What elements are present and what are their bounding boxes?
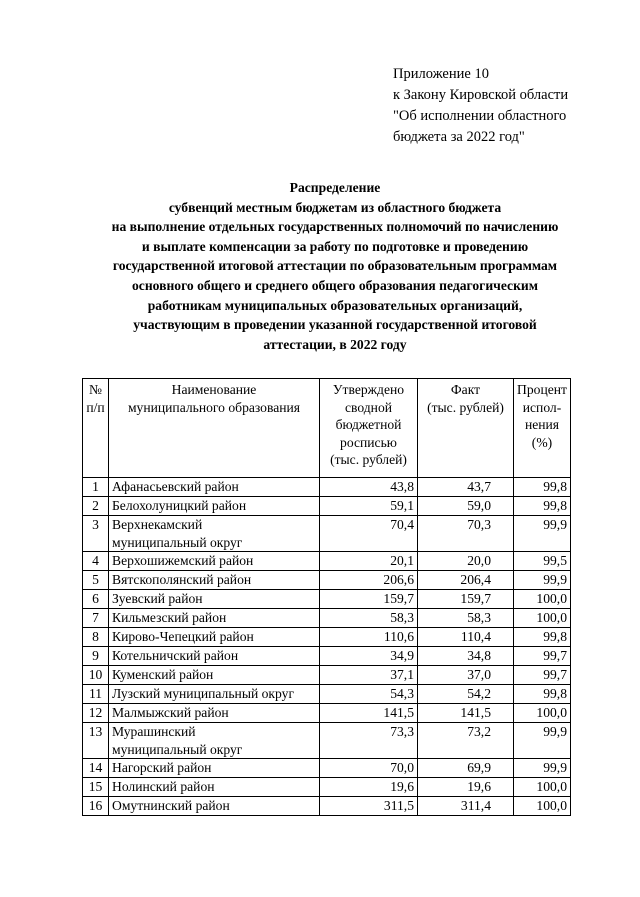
municipality-name-line: муниципальный округ	[112, 741, 243, 757]
fact-amount-cell: 54,2	[418, 685, 514, 704]
municipality-name-cell	[109, 704, 320, 723]
row-number-cell: 3	[83, 516, 109, 552]
municipality-name-line: Кильмезский район	[112, 610, 227, 625]
municipality-name-cell	[109, 723, 320, 759]
municipality-name-line: Омутнинский район	[112, 798, 230, 813]
approved-amount-cell: 110,6	[320, 628, 418, 647]
appendix-line: бюджета за 2022 год"	[393, 129, 525, 145]
title-line: Распределение	[289, 180, 381, 195]
row-number-cell: 15	[83, 778, 109, 797]
table-row	[83, 590, 571, 609]
row-number-cell: 13	[83, 723, 109, 759]
execution-percent-cell: 99,9	[514, 759, 571, 778]
approved-amount-cell: 58,3	[320, 609, 418, 628]
appendix-line: "Об исполнении областного	[393, 108, 567, 124]
approved-amount-cell: 20,1	[320, 552, 418, 571]
table-row	[83, 552, 571, 571]
table-row	[83, 685, 571, 704]
title-line: работникам муниципальных образовательных организаций,	[147, 297, 523, 313]
municipality-name-cell	[109, 590, 320, 609]
execution-percent-cell: 100,0	[514, 778, 571, 797]
approved-amount-cell: 70,4	[320, 516, 418, 552]
municipality-name-line: Куменский район	[112, 667, 214, 682]
fact-amount-cell: 69,9	[418, 759, 514, 778]
table-body	[83, 478, 571, 816]
execution-percent-cell: 99,8	[514, 478, 571, 497]
fact-amount-cell: 70,3	[418, 516, 514, 552]
municipality-name-cell	[109, 552, 320, 571]
row-number-cell: 14	[83, 759, 109, 778]
municipality-name-line: Афанасьевский район	[112, 479, 239, 494]
municipality-name-cell	[109, 647, 320, 666]
municipality-name-line: Нолинский район	[112, 779, 215, 794]
municipality-name-line: Кирово-Чепецкий район	[112, 629, 254, 644]
row-number-cell: 2	[83, 497, 109, 516]
fact-amount-cell: 206,4	[418, 571, 514, 590]
execution-percent-cell: 99,9	[514, 516, 571, 552]
execution-percent-cell: 99,5	[514, 552, 571, 571]
appendix-note	[393, 64, 613, 148]
row-number-cell: 5	[83, 571, 109, 590]
title-line: государственной итоговой аттестации по образовательным программам	[112, 258, 558, 274]
appendix-line: Приложение 10	[393, 66, 489, 82]
fact-amount-cell: 159,7	[418, 590, 514, 609]
table-row	[83, 478, 571, 497]
municipality-name-line: Котельничский район	[112, 648, 239, 663]
municipality-name-cell	[109, 571, 320, 590]
approved-amount-cell: 19,6	[320, 778, 418, 797]
row-number-cell: 6	[83, 590, 109, 609]
municipality-name-cell	[109, 666, 320, 685]
table-row	[83, 571, 571, 590]
row-number-cell: 4	[83, 552, 109, 571]
header-fact: Факт (тыс. рублей)	[418, 379, 514, 478]
municipality-name-line: Вятскополянский район	[112, 572, 252, 587]
municipality-name-line: Нагорский район	[112, 760, 212, 775]
municipality-name-cell	[109, 759, 320, 778]
approved-amount-cell: 34,9	[320, 647, 418, 666]
execution-percent-cell: 99,8	[514, 628, 571, 647]
approved-amount-cell: 73,3	[320, 723, 418, 759]
title-line: и выплате компенсации за работу по подготовке и проведению	[141, 238, 529, 254]
municipality-name-line: Малмыжский район	[112, 705, 229, 720]
row-number-cell: 11	[83, 685, 109, 704]
row-number-cell: 7	[83, 609, 109, 628]
approved-amount-cell: 43,8	[320, 478, 418, 497]
fact-amount-cell: 58,3	[418, 609, 514, 628]
header-approved: Утверждено сводной бюджетной росписью (тыс. рублей)	[320, 379, 418, 478]
table-row	[83, 778, 571, 797]
table-header-row	[83, 379, 571, 478]
title-line: аттестации, в 2022 году	[263, 336, 407, 352]
fact-amount-cell: 73,2	[418, 723, 514, 759]
municipality-name-cell	[109, 778, 320, 797]
approved-amount-cell: 59,1	[320, 497, 418, 516]
execution-percent-cell: 99,8	[514, 685, 571, 704]
municipality-name-cell	[109, 628, 320, 647]
table-row	[83, 759, 571, 778]
header-name: Наименование муниципального образования	[109, 379, 320, 478]
municipality-name-cell	[109, 497, 320, 516]
fact-amount-cell: 20,0	[418, 552, 514, 571]
row-number-cell: 1	[83, 478, 109, 497]
execution-percent-cell: 99,7	[514, 666, 571, 685]
fact-amount-cell: 311,4	[418, 797, 514, 816]
table-row	[83, 723, 571, 759]
row-number-cell: 12	[83, 704, 109, 723]
execution-percent-cell: 100,0	[514, 797, 571, 816]
approved-amount-cell: 206,6	[320, 571, 418, 590]
municipality-name-line: Лузский муниципальный округ	[112, 686, 295, 701]
approved-amount-cell: 311,5	[320, 797, 418, 816]
municipality-name-line: Верхошижемский район	[112, 553, 254, 568]
document-title	[60, 178, 610, 354]
row-number-cell: 9	[83, 647, 109, 666]
municipality-name-cell	[109, 685, 320, 704]
approved-amount-cell: 54,3	[320, 685, 418, 704]
title-line: основного общего и среднего общего образования педагогическим	[131, 277, 538, 293]
approved-amount-cell: 141,5	[320, 704, 418, 723]
municipality-name-cell	[109, 478, 320, 497]
fact-amount-cell: 37,0	[418, 666, 514, 685]
execution-percent-cell: 99,9	[514, 723, 571, 759]
fact-amount-cell: 19,6	[418, 778, 514, 797]
municipality-name-line: Зуевский район	[112, 591, 203, 606]
execution-percent-cell: 100,0	[514, 590, 571, 609]
municipality-name-cell	[109, 516, 320, 552]
title-line: на выполнение отдельных государственных полномочий по начислению	[111, 219, 559, 235]
fact-amount-cell: 43,7	[418, 478, 514, 497]
fact-amount-cell: 59,0	[418, 497, 514, 516]
row-number-cell: 8	[83, 628, 109, 647]
municipality-name-cell	[109, 609, 320, 628]
table-row	[83, 609, 571, 628]
table-row	[83, 666, 571, 685]
table-row	[83, 647, 571, 666]
execution-percent-cell: 99,8	[514, 497, 571, 516]
table-row	[83, 497, 571, 516]
header-num: № п/п	[83, 379, 109, 478]
appendix-line: к Закону Кировской области	[393, 87, 569, 103]
row-number-cell: 16	[83, 797, 109, 816]
approved-amount-cell: 159,7	[320, 590, 418, 609]
title-line: участвующим в проведении указанной государственной итоговой	[133, 317, 537, 333]
fact-amount-cell: 110,4	[418, 628, 514, 647]
table-row	[83, 628, 571, 647]
row-number-cell: 10	[83, 666, 109, 685]
fact-amount-cell: 141,5	[418, 704, 514, 723]
municipality-name-line: Мурашинский	[112, 724, 196, 739]
approved-amount-cell: 37,1	[320, 666, 418, 685]
distribution-table	[82, 378, 571, 816]
municipality-name-line: Белохолуницкий район	[112, 498, 247, 513]
approved-amount-cell: 70,0	[320, 759, 418, 778]
municipality-name-cell	[109, 797, 320, 816]
execution-percent-cell: 100,0	[514, 704, 571, 723]
header-percent: Процент испол- нения (%)	[514, 379, 571, 478]
municipality-name-line: Верхнекамский	[112, 517, 203, 532]
table-row	[83, 516, 571, 552]
execution-percent-cell: 100,0	[514, 609, 571, 628]
title-line: субвенций местным бюджетам из областного бюджета	[168, 199, 502, 215]
execution-percent-cell: 99,7	[514, 647, 571, 666]
table-row	[83, 797, 571, 816]
execution-percent-cell: 99,9	[514, 571, 571, 590]
table-row	[83, 704, 571, 723]
fact-amount-cell: 34,8	[418, 647, 514, 666]
municipality-name-line: муниципальный округ	[112, 534, 243, 550]
